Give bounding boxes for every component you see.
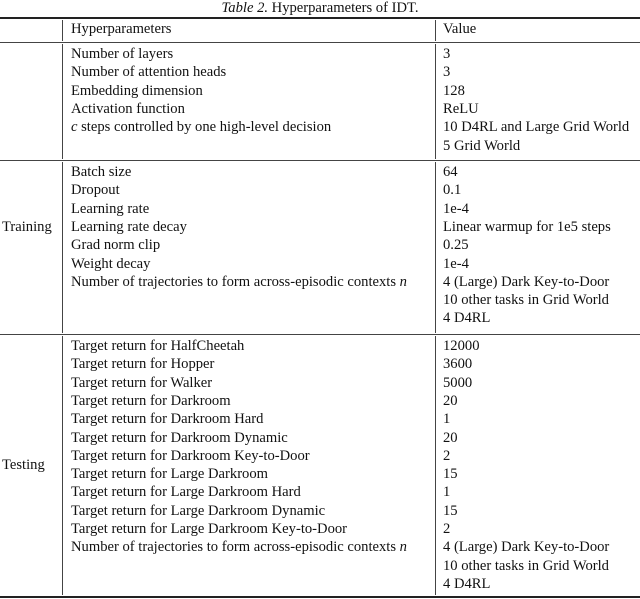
table-row: Batch size 64 <box>71 164 458 180</box>
table-row: Target return for Hopper 3600 <box>71 356 473 373</box>
table-row-continued: 10 other tasks in Grid World <box>443 557 609 574</box>
table-row: Dropout 0.1 <box>71 182 462 199</box>
table-row: Number of trajectories to form across-episodic contexts n 4 (Large) Dark Key-to-Door <box>71 539 610 556</box>
table-caption <box>0 0 640 16</box>
table-row: Target return for Darkroom Hard 1 <box>71 411 451 428</box>
caption-label: Table 2. <box>221 0 269 16</box>
table-row-continued: 5 Grid World <box>443 137 521 154</box>
table-row: Target return for Large Darkroom Key-to-Door 2 <box>71 521 451 537</box>
table-row: Weight decay 1e-4 <box>71 255 469 272</box>
table-row: Target return for Large Darkroom 15 <box>71 466 458 483</box>
math-n: n <box>399 273 407 290</box>
table-row: c steps controlled by one high-level decision 10 D4RL and Large Grid World <box>71 119 630 136</box>
table-row: Learning rate decay Linear warmup for 1e5 steps <box>71 218 611 235</box>
group-rule <box>0 160 640 161</box>
group-label-testing: Testing <box>2 457 45 473</box>
table-row: Number of layers 3 <box>71 46 451 62</box>
table-row: Target return for Darkroom Dynamic 20 <box>71 429 458 446</box>
table-row: Target return for HalfCheetah 12000 <box>71 338 480 354</box>
header-hyperparameters: Hyperparameters <box>71 21 172 37</box>
header-value: Value <box>443 21 477 37</box>
col-divider <box>62 20 63 41</box>
table-row: Activation function ReLU <box>71 100 479 117</box>
table-row: Number of attention heads 3 <box>71 64 451 81</box>
math-c: c <box>71 119 78 136</box>
table-row-continued: 4 D4RL <box>443 310 491 327</box>
bottom-rule <box>0 596 640 598</box>
table-row: Target return for Large Darkroom Hard 1 <box>71 484 451 501</box>
table-row: Grad norm clip 0.25 <box>71 237 469 254</box>
math-n: n <box>399 539 407 556</box>
table-row: Learning rate 1e-4 <box>71 200 469 217</box>
group-rule <box>0 334 640 335</box>
table-row: Target return for Walker 5000 <box>71 374 473 391</box>
table-row: Number of trajectories to form across-episodic contexts n 4 (Large) Dark Key-to-Door <box>71 273 610 290</box>
table-row: Target return for Darkroom 20 <box>71 392 458 409</box>
table-row-continued: 4 D4RL <box>443 575 491 592</box>
group-label-training: Training <box>2 219 52 235</box>
header-rule <box>0 42 640 43</box>
top-rule <box>0 17 640 19</box>
table-row: Target return for Large Darkroom Dynamic 15 <box>71 502 458 519</box>
caption-text: Hyperparameters of IDT. <box>268 0 419 16</box>
table-row-continued: 10 other tasks in Grid World <box>443 292 609 309</box>
table-row: Target return for Darkroom Key-to-Door 2 <box>71 447 451 464</box>
table-row: Embedding dimension 128 <box>71 82 465 99</box>
col-divider <box>435 20 436 41</box>
header-row <box>0 20 640 38</box>
